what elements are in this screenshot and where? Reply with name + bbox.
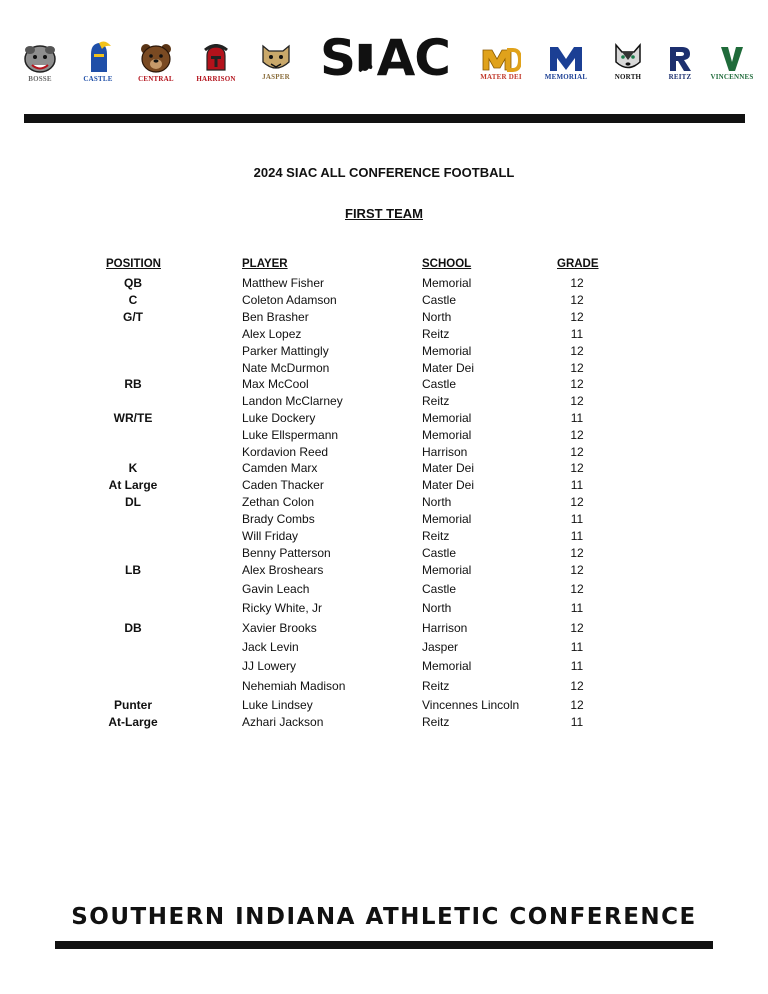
indiana-state-icon <box>357 32 375 84</box>
siac-logo-letters-ac: AC <box>376 29 450 87</box>
row-school: Memorial <box>422 428 472 442</box>
reitz-logo <box>662 46 698 81</box>
knight-icon <box>83 40 113 74</box>
row-school: Mater Dei <box>422 361 475 375</box>
logo-caption: NORTH <box>614 73 642 81</box>
md-monogram-icon <box>481 46 521 72</box>
row-grade: 12 <box>570 698 584 712</box>
row-grade: 11 <box>570 715 584 729</box>
table-row <box>0 293 768 310</box>
row-player: JJ Lowery <box>242 659 297 673</box>
row-player: Luke Ellspermann <box>242 428 339 442</box>
table-row <box>0 377 768 394</box>
row-school: Harrison <box>422 445 468 459</box>
table-row <box>0 601 768 618</box>
row-grade: 12 <box>570 377 584 391</box>
column-header-position: POSITION <box>106 258 161 270</box>
page-title: 2024 SIAC ALL CONFERENCE FOOTBALL <box>253 165 515 180</box>
castle-logo <box>78 40 118 83</box>
row-player: Luke Lindsey <box>242 698 313 712</box>
row-school: Castle <box>422 377 457 391</box>
table-row <box>0 698 768 715</box>
row-school: Mater Dei <box>422 478 475 492</box>
row-position: WR/TE <box>113 411 153 425</box>
logo-caption: MATER DEI <box>480 73 522 81</box>
row-school: Reitz <box>422 679 450 693</box>
table-row <box>0 582 768 599</box>
row-position: K <box>128 461 138 475</box>
row-player: Coleton Adamson <box>242 293 337 307</box>
table-row <box>0 394 768 411</box>
row-grade: 12 <box>570 495 584 509</box>
row-grade: 11 <box>570 512 584 526</box>
m-letter-icon <box>549 46 583 72</box>
row-grade: 12 <box>570 428 584 442</box>
row-player: Camden Marx <box>242 461 318 475</box>
row-player: Caden Thacker <box>242 478 324 492</box>
row-player: Nehemiah Madison <box>242 679 346 693</box>
table-row <box>0 715 768 732</box>
table-row <box>0 512 768 529</box>
row-grade: 12 <box>570 310 584 324</box>
table-row <box>0 445 768 462</box>
row-player: Will Friday <box>242 529 298 543</box>
row-grade: 11 <box>570 659 584 673</box>
row-player: Nate McDurmon <box>242 361 330 375</box>
row-school: Memorial <box>422 659 472 673</box>
row-school: Castle <box>422 582 457 596</box>
row-grade: 11 <box>570 640 584 654</box>
row-school: Memorial <box>422 276 472 290</box>
table-row <box>0 276 768 293</box>
row-school: Reitz <box>422 529 450 543</box>
row-school: Reitz <box>422 327 450 341</box>
row-position: C <box>128 293 138 307</box>
r-letter-icon <box>667 46 693 72</box>
column-header-grade: GRADE <box>557 258 599 270</box>
table-row <box>0 495 768 512</box>
top-divider <box>24 114 745 123</box>
row-school: Memorial <box>422 344 472 358</box>
row-position: DB <box>124 621 142 635</box>
row-school: Jasper <box>422 640 459 654</box>
table-row <box>0 411 768 428</box>
row-player: Parker Mattingly <box>242 344 329 358</box>
husky-icon <box>611 42 645 72</box>
row-position: G/T <box>123 310 143 324</box>
row-position: QB <box>124 276 142 290</box>
table-row <box>0 344 768 361</box>
row-school: Memorial <box>422 563 472 577</box>
footer-title: SOUTHERN INDIANA ATHLETIC CONFERENCE <box>71 904 697 930</box>
row-player: Ben Brasher <box>242 310 309 324</box>
row-player: Ricky White, Jr <box>242 601 323 615</box>
row-player: Alex Lopez <box>242 327 302 341</box>
row-grade: 11 <box>570 478 584 492</box>
table-row <box>0 621 768 638</box>
row-player: Benny Patterson <box>242 546 331 560</box>
bottom-divider <box>55 941 713 949</box>
siac-logo <box>320 30 450 86</box>
table-row <box>0 640 768 657</box>
vincennes-logo <box>710 46 754 81</box>
row-school: Castle <box>422 293 457 307</box>
logo-banner <box>0 26 768 96</box>
table-row <box>0 659 768 676</box>
column-header-school: SCHOOL <box>422 258 472 270</box>
table-row <box>0 546 768 563</box>
row-player: Landon McClarney <box>242 394 343 408</box>
row-school: Mater Dei <box>422 461 475 475</box>
row-grade: 12 <box>570 445 584 459</box>
row-player: Xavier Brooks <box>242 621 317 635</box>
logo-caption: CENTRAL <box>138 75 174 83</box>
harrison-logo <box>193 44 239 83</box>
row-grade: 12 <box>570 582 584 596</box>
row-grade: 11 <box>570 411 584 425</box>
row-school: North <box>422 601 452 615</box>
table-row <box>0 563 768 580</box>
row-player: Zethan Colon <box>242 495 315 509</box>
logo-caption: BOSSE <box>28 75 52 83</box>
table-row <box>0 529 768 546</box>
memorial-logo <box>543 46 589 81</box>
logo-caption: VINCENNES <box>710 73 754 81</box>
logo-caption: REITZ <box>668 73 692 81</box>
row-player: Matthew Fisher <box>242 276 325 290</box>
row-position: At Large <box>108 478 158 492</box>
central-logo <box>134 42 178 83</box>
table-row <box>0 478 768 495</box>
row-position: DL <box>125 495 141 509</box>
siac-logo-letter-s: S <box>320 29 356 87</box>
logo-caption: CASTLE <box>83 75 113 83</box>
wildcat-icon <box>259 42 293 72</box>
bosse-logo <box>20 42 60 83</box>
row-grade: 11 <box>570 327 584 341</box>
north-logo <box>606 42 650 81</box>
table-row <box>0 310 768 327</box>
row-player: Gavin Leach <box>242 582 310 596</box>
jasper-logo <box>254 42 298 81</box>
row-position: At-Large <box>108 715 158 729</box>
row-position: Punter <box>113 698 152 712</box>
row-position: RB <box>124 377 142 391</box>
team-title: FIRST TEAM <box>345 206 423 221</box>
row-school: Memorial <box>422 411 472 425</box>
row-player: Azhari Jackson <box>242 715 324 729</box>
table-row <box>0 679 768 696</box>
bulldog-icon <box>22 42 58 74</box>
logo-caption: MEMORIAL <box>544 73 588 81</box>
table-row <box>0 461 768 478</box>
table-row <box>0 327 768 344</box>
row-grade: 11 <box>570 529 584 543</box>
row-school: Castle <box>422 546 457 560</box>
row-school: North <box>422 310 452 324</box>
row-grade: 12 <box>570 563 584 577</box>
row-school: Harrison <box>422 621 468 635</box>
v-letter-icon <box>720 46 744 72</box>
row-grade: 12 <box>570 679 584 693</box>
row-school: Memorial <box>422 512 472 526</box>
logo-caption: HARRISON <box>196 75 236 83</box>
logo-caption: JASPER <box>262 73 290 81</box>
column-header-player: PLAYER <box>242 258 288 270</box>
row-grade: 12 <box>570 276 584 290</box>
row-player: Brady Combs <box>242 512 315 526</box>
row-grade: 12 <box>570 461 584 475</box>
row-grade: 12 <box>570 293 584 307</box>
row-player: Kordavion Reed <box>242 445 329 459</box>
row-grade: 12 <box>570 344 584 358</box>
warrior-icon <box>201 44 231 74</box>
row-player: Alex Broshears <box>242 563 324 577</box>
row-grade: 12 <box>570 546 584 560</box>
row-grade: 12 <box>570 361 584 375</box>
row-school: Reitz <box>422 394 450 408</box>
row-grade: 11 <box>570 601 584 615</box>
bear-icon <box>139 42 173 74</box>
table-row <box>0 361 768 378</box>
row-school: North <box>422 495 452 509</box>
row-school: Reitz <box>422 715 450 729</box>
row-grade: 12 <box>570 621 584 635</box>
row-player: Max McCool <box>242 377 309 391</box>
row-position: LB <box>125 563 141 577</box>
mater-dei-logo <box>478 46 524 81</box>
row-school: Vincennes Lincoln <box>422 698 520 712</box>
row-player: Jack Levin <box>242 640 299 654</box>
table-row <box>0 428 768 445</box>
row-grade: 12 <box>570 394 584 408</box>
row-player: Luke Dockery <box>242 411 316 425</box>
